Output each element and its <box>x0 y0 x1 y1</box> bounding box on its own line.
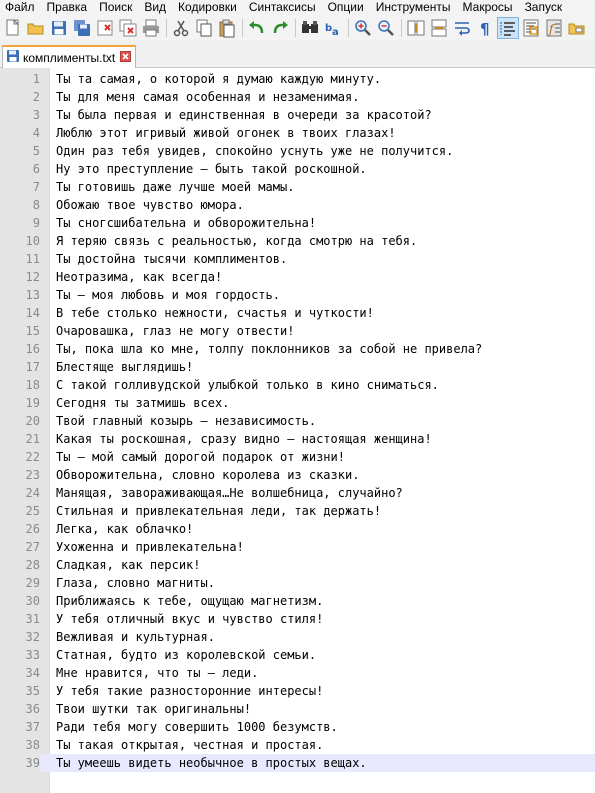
line-number: 22 <box>25 450 40 464</box>
menu-item-3[interactable]: Вид <box>144 0 167 14</box>
line-number: 23 <box>25 468 40 482</box>
text-line[interactable] <box>0 412 595 430</box>
menu-bar <box>0 0 595 15</box>
line-number: 28 <box>25 558 40 572</box>
svg-text:b: b <box>325 22 333 34</box>
line-number: 21 <box>25 432 40 446</box>
text-line[interactable] <box>0 574 595 592</box>
text-line[interactable] <box>0 70 595 88</box>
line-text: С такой голливудской улыбкой только в кино сниматься. <box>56 378 439 392</box>
menu-item-9[interactable]: Запуск <box>524 0 563 14</box>
line-number: 37 <box>25 720 40 734</box>
line-number: 36 <box>25 702 40 716</box>
text-line[interactable] <box>0 376 595 394</box>
line-text: Я теряю связь с реальностью, когда смотрю на тебя. <box>56 234 418 248</box>
line-text: Легка, как облачко! <box>56 522 194 536</box>
zoom-in-icon[interactable] <box>353 18 373 38</box>
line-number: 18 <box>25 378 40 392</box>
line-text: Ты умеешь видеть необычное в простых вещах. <box>56 756 367 770</box>
menu-item-6[interactable]: Опции <box>327 0 364 14</box>
text-line[interactable] <box>0 538 595 556</box>
line-number: 4 <box>32 126 40 140</box>
text-line[interactable] <box>0 430 595 448</box>
document-map-icon[interactable] <box>521 18 541 38</box>
menu-item-4[interactable]: Кодировки <box>178 0 237 14</box>
line-number: 35 <box>25 684 40 698</box>
save-all-icon[interactable] <box>72 18 92 38</box>
line-text: Какая ты роскошная, сразу видно – настоящая женщина! <box>56 432 432 446</box>
text-line[interactable] <box>0 142 595 160</box>
text-line[interactable] <box>0 628 595 646</box>
text-line[interactable] <box>0 286 595 304</box>
zoom-out-icon[interactable] <box>376 18 396 38</box>
svg-text:¶: ¶ <box>480 19 490 38</box>
line-number: 8 <box>32 198 40 212</box>
line-number: 19 <box>25 396 40 410</box>
line-number: 13 <box>25 288 40 302</box>
function-list-icon[interactable] <box>544 18 564 38</box>
line-text: Ты такая открытая, честная и простая. <box>56 738 324 752</box>
text-line[interactable] <box>0 322 595 340</box>
line-text: Сладкая, как персик! <box>56 558 201 572</box>
text-line[interactable] <box>0 358 595 376</box>
line-text: У тебя такие разносторонние интересы! <box>56 684 324 698</box>
svg-text:f: f <box>549 21 554 36</box>
line-number: 31 <box>25 612 40 626</box>
paste-icon[interactable] <box>217 18 237 38</box>
text-line[interactable] <box>0 754 595 772</box>
menu-item-2[interactable]: Поиск <box>99 0 133 14</box>
line-text: Приближаясь к тебе, ощущаю магнетизм. <box>56 594 324 608</box>
close-icon[interactable] <box>95 18 115 38</box>
text-line[interactable] <box>0 520 595 538</box>
text-line[interactable] <box>0 394 595 412</box>
new-file-icon[interactable] <box>3 18 23 38</box>
text-line[interactable] <box>0 304 595 322</box>
text-line[interactable] <box>0 610 595 628</box>
line-text: Твои шутки так оригинальны! <box>56 702 252 716</box>
line-text: Ты была первая и единственная в очереди за красотой? <box>56 108 432 122</box>
line-text: Обворожительна, словно королева из сказки. <box>56 468 360 482</box>
file-saved-icon <box>6 49 20 66</box>
line-number: 6 <box>32 162 40 176</box>
line-text: Манящая, завораживающая…Не волшебница, случайно? <box>56 486 403 500</box>
line-text: Сегодня ты затмишь всех. <box>56 396 230 410</box>
text-line[interactable] <box>0 664 595 682</box>
find-icon[interactable] <box>300 18 320 38</box>
text-line[interactable] <box>0 466 595 484</box>
line-number: 24 <box>25 486 40 500</box>
copy-icon[interactable] <box>194 18 214 38</box>
menu-item-1[interactable]: Правка <box>46 0 88 14</box>
line-number: 39 <box>0 754 40 772</box>
line-text: Обожаю твое чувство юмора. <box>56 198 244 212</box>
line-number: 17 <box>25 360 40 374</box>
save-icon[interactable] <box>49 18 69 38</box>
line-number: 33 <box>25 648 40 662</box>
replace-icon[interactable] <box>323 18 343 38</box>
line-number: 12 <box>25 270 40 284</box>
text-line[interactable] <box>0 646 595 664</box>
text-line[interactable] <box>0 682 595 700</box>
text-line[interactable] <box>0 88 595 106</box>
line-text: Блестяще выглядишь! <box>56 360 194 374</box>
line-text: Ну это преступление – быть такой роскошной. <box>56 162 367 176</box>
line-number: 14 <box>25 306 40 320</box>
sync-horizontal-icon[interactable] <box>429 18 449 38</box>
tab-label: комплименты.txt <box>23 50 116 65</box>
text-line[interactable] <box>0 592 595 610</box>
menu-item-7[interactable]: Инструменты <box>375 0 451 14</box>
text-line[interactable] <box>0 268 595 286</box>
line-text: В тебе столько нежности, счастья и чуткости! <box>56 306 374 320</box>
line-text: Твой главный козырь – независимость. <box>56 414 317 428</box>
line-number: 20 <box>25 414 40 428</box>
line-text: Неотразима, как всегда! <box>56 270 223 284</box>
open-file-icon[interactable] <box>26 18 46 38</box>
redo-icon[interactable] <box>270 18 290 38</box>
text-line[interactable] <box>0 160 595 178</box>
line-number: 11 <box>25 252 40 266</box>
line-number: 30 <box>25 594 40 608</box>
sync-vertical-icon[interactable] <box>406 18 426 38</box>
line-text: Ты та самая, о которой я думаю каждую минуту. <box>56 72 382 86</box>
line-text: Глаза, словно магниты. <box>56 576 215 590</box>
line-text: У тебя отличный вкус и чувство стиля! <box>56 612 324 626</box>
text-line[interactable] <box>0 214 595 232</box>
editor[interactable] <box>0 68 595 793</box>
line-number: 9 <box>32 216 40 230</box>
close-all-icon[interactable] <box>118 18 138 38</box>
text-line[interactable] <box>0 250 595 268</box>
line-number: 10 <box>25 234 40 248</box>
toolbar-separator <box>348 19 349 37</box>
line-number: 15 <box>25 324 40 338</box>
close-tab-icon[interactable] <box>120 51 131 65</box>
toolbar-separator <box>242 19 243 37</box>
line-number: 27 <box>25 540 40 554</box>
print-icon[interactable] <box>141 18 161 38</box>
line-text: Ухоженна и привлекательна! <box>56 540 244 554</box>
text-line[interactable] <box>0 484 595 502</box>
text-line[interactable] <box>0 502 595 520</box>
undo-icon[interactable] <box>247 18 267 38</box>
line-text: Вежливая и культурная. <box>56 630 215 644</box>
line-number: 38 <box>25 738 40 752</box>
toolbar-separator <box>401 19 402 37</box>
line-number: 1 <box>32 72 40 86</box>
word-wrap-icon[interactable] <box>452 18 472 38</box>
folder-workspace-icon[interactable] <box>567 18 587 38</box>
line-text: Люблю этот игривый живой огонек в твоих глазах! <box>56 126 396 140</box>
toolbar <box>0 15 595 40</box>
line-number: 5 <box>32 144 40 158</box>
text-line[interactable] <box>0 232 595 250</box>
menu-item-5[interactable]: Синтаксисы <box>248 0 316 14</box>
menu-item-0[interactable]: Файл <box>5 0 35 14</box>
line-number: 3 <box>32 108 40 122</box>
line-number: 34 <box>25 666 40 680</box>
line-text: Ты сногсшибательна и обворожительна! <box>56 216 317 230</box>
line-number: 32 <box>25 630 40 644</box>
line-text: Один раз тебя увидев, спокойно уснуть уже не получится. <box>56 144 454 158</box>
text-line[interactable] <box>0 700 595 718</box>
line-text: Очаровашка, глаз не могу отвести! <box>56 324 295 338</box>
text-line[interactable] <box>0 124 595 142</box>
line-text: Мне нравится, что ты — леди. <box>56 666 259 680</box>
indent-guide-icon[interactable] <box>498 18 518 38</box>
show-all-chars-icon[interactable] <box>475 18 495 38</box>
text-line[interactable] <box>0 448 595 466</box>
toolbar-separator <box>295 19 296 37</box>
line-text: Ради тебя могу совершить 1000 безумств. <box>56 720 338 734</box>
text-line[interactable] <box>0 736 595 754</box>
tab-strip <box>0 40 595 68</box>
text-line[interactable] <box>0 718 595 736</box>
tab-document[interactable] <box>2 45 136 68</box>
line-number: 7 <box>32 180 40 194</box>
line-text: Ты готовишь даже лучше моей мамы. <box>56 180 295 194</box>
toolbar-separator <box>166 19 167 37</box>
menu-item-8[interactable]: Макросы <box>462 0 513 14</box>
text-area[interactable] <box>0 70 595 772</box>
line-number: 26 <box>25 522 40 536</box>
line-text: Стильная и привлекательная леди, так держать! <box>56 504 382 518</box>
line-text: Ты, пока шла ко мне, толпу поклонников за собой не привела? <box>56 342 483 356</box>
line-text: Ты – моя любовь и моя гордость. <box>56 288 280 302</box>
line-number: 2 <box>32 90 40 104</box>
text-line[interactable] <box>0 178 595 196</box>
text-line[interactable] <box>0 556 595 574</box>
svg-text:a: a <box>332 26 339 38</box>
line-number: 29 <box>25 576 40 590</box>
line-text: Ты – мой самый дорогой подарок от жизни! <box>56 450 345 464</box>
line-number: 16 <box>25 342 40 356</box>
line-text: Ты для меня самая особенная и незаменимая. <box>56 90 360 104</box>
line-number: 25 <box>25 504 40 518</box>
cut-icon[interactable] <box>171 18 191 38</box>
line-text: Статная, будто из королевской семьи. <box>56 648 317 662</box>
line-text: Ты достойна тысячи комплиментов. <box>56 252 288 266</box>
text-line[interactable] <box>0 196 595 214</box>
text-line[interactable] <box>0 106 595 124</box>
text-line[interactable] <box>0 340 595 358</box>
